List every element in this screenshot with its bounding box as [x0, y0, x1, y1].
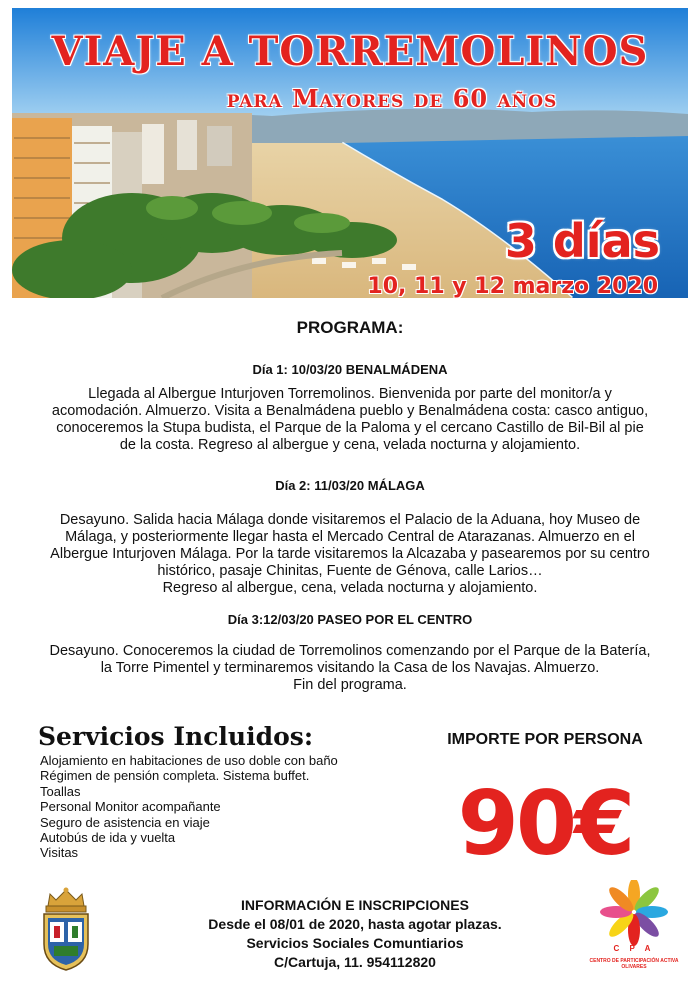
day-1-description: [20, 386, 680, 454]
day-3-line: la Torre Pimentel y terminaremos visitando la Casa de los Navajas. Almuerzo.: [100, 660, 600, 676]
cpa-logo-name: [584, 958, 684, 970]
day-3-description: [20, 643, 680, 694]
program-heading: PROGRAMA:: [296, 318, 404, 337]
service-item: Visitas: [40, 845, 79, 861]
service-item: Personal Monitor acompañante: [40, 799, 221, 815]
day-1-heading: Día 1: 10/03/20 BENALMÁDENA: [252, 362, 448, 377]
day-2-line: Albergue Inturjoven Málaga. Por la tarde visitaremos la Alcazaba y pasearemos por su centro: [50, 546, 650, 562]
trip-subtitle: para Mayores de 60 años: [226, 84, 558, 113]
info-heading: INFORMACIÓN E INSCRIPCIONES: [241, 897, 469, 913]
service-item: Autobús de ida y vuelta: [40, 830, 176, 846]
price-label: IMPORTE POR PERSONA: [447, 731, 643, 748]
day-1-line: acomodación. Almuerzo. Visita a Benalmádena pueblo y Benalmádena costa: casco antiguo,: [51, 403, 649, 419]
day-2-description: [20, 512, 680, 597]
services-heading: Servicios Incluidos:: [38, 722, 314, 751]
day-2-line: Regreso al albergue, cena, velada nocturna y alojamiento.: [162, 580, 538, 596]
trip-duration: 3 días: [504, 214, 660, 268]
service-item: Alojamiento en habitaciones de uso doble con baño: [40, 753, 338, 768]
day-1-line: conoceremos la Stupa budista, el Parque de la Paloma y el cercano Castillo de Bil-Bil al pie: [56, 420, 644, 436]
day-2-line: Desayuno. Salida hacia Málaga donde visitaremos el Palacio de la Aduana, hoy Museo de: [59, 512, 641, 528]
trip-dates: 10, 11 y 12 marzo 2020: [367, 274, 658, 298]
municipal-coat-of-arms-icon: [36, 886, 96, 972]
day-2-heading: Día 2: 11/03/20 MÁLAGA: [275, 478, 425, 493]
price-value: 90€: [457, 772, 633, 875]
registration-info: [170, 896, 540, 972]
service-item: Régimen de pensión completa. Sistema buffet.: [40, 768, 310, 784]
day-3-heading: Día 3:12/03/20 PASEO POR EL CENTRO: [227, 612, 473, 627]
day-1-line: de la costa. Regreso al albergue y cena, velada nocturna y alojamiento.: [119, 437, 581, 453]
info-line: C/Cartuja, 11. 954112820: [274, 954, 436, 970]
service-item: Toallas: [40, 783, 81, 799]
day-1-line: Llegada al Albergue Inturjoven Torremolinos. Bienvenida por parte del monitor/a y: [88, 386, 612, 402]
info-line: Servicios Sociales Comuntiarios: [246, 935, 464, 951]
services-list: [40, 753, 338, 861]
cpa-logo-letters: C P A: [613, 944, 655, 953]
trip-title: VIAJE A TORREMOLINOS: [51, 28, 649, 75]
day-2-line: histórico, pasaje Chinitas, Fuente de Génova, calle Larios…: [157, 563, 543, 579]
info-line: Desde el 08/01 de 2020, hasta agotar plazas.: [208, 916, 502, 932]
cpa-name-line: CENTRO DE PARTICIPACIÓN ACTIVA: [589, 958, 679, 964]
hero-beach-photo: [12, 8, 688, 298]
day-3-line: Fin del programa.: [293, 677, 407, 693]
day-2-line: Málaga, y posteriormente llegar hasta el Mercado Central de Atarazanas. Almuerzo en el: [65, 529, 635, 545]
service-item: Seguro de asistencia en viaje: [40, 814, 210, 830]
day-3-line: Desayuno. Conoceremos la ciudad de Torremolinos comenzando por el Parque de la Batería,: [49, 643, 651, 659]
cpa-name-line: OLIVARES: [621, 964, 647, 970]
